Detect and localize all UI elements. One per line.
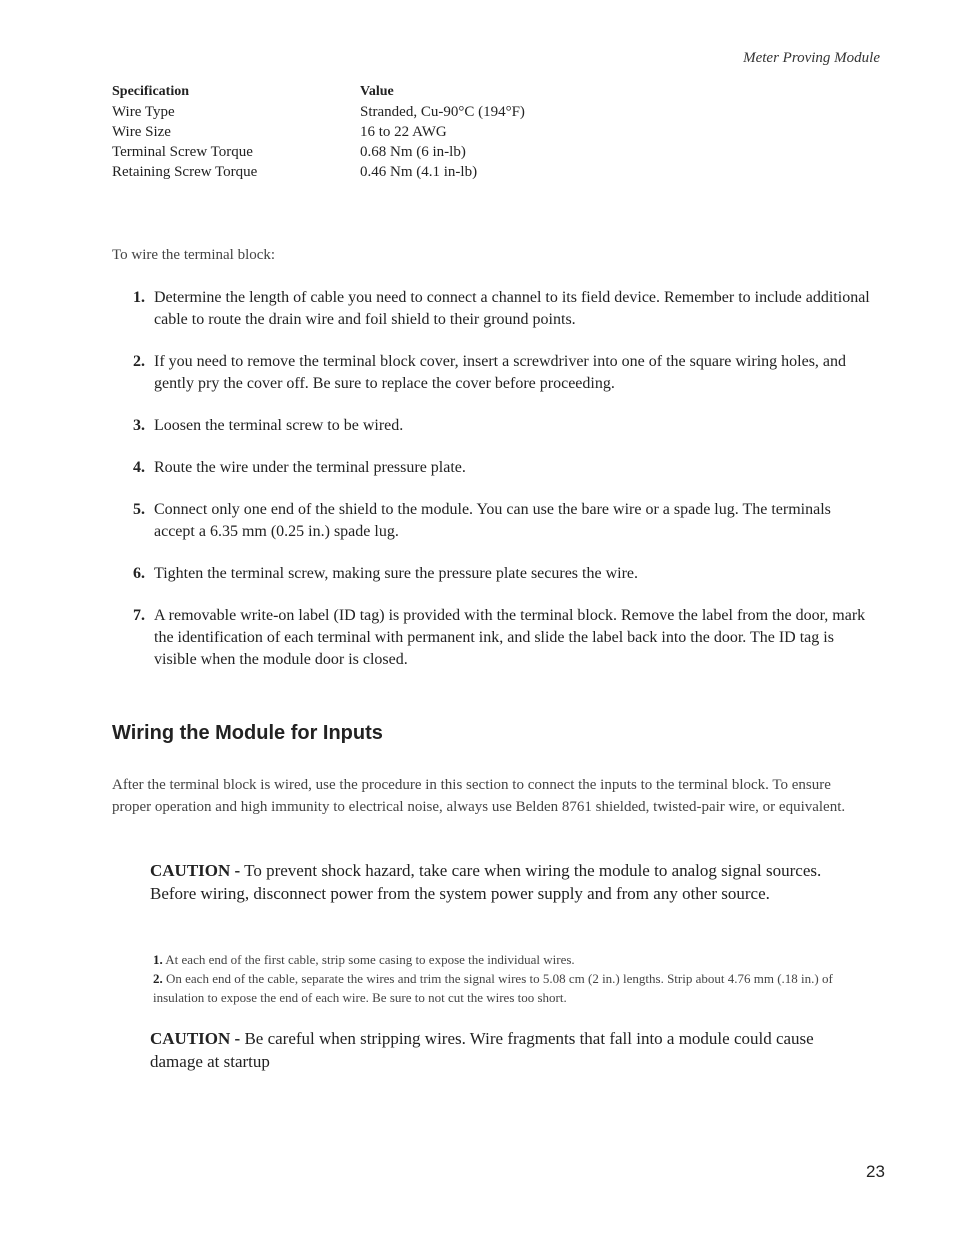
step-number: 6. — [133, 565, 145, 582]
list-item — [112, 351, 872, 395]
specification-table — [112, 82, 525, 182]
step-number: 2. — [153, 971, 163, 986]
column-header-specification: Specification — [112, 84, 189, 99]
step-text: Connect only one end of the shield to the module. You can use the bare wire or a spade lug. The terminals accept a 6.35 mm (0.25 in.) spade lug. — [154, 501, 831, 540]
step-number: 3. — [133, 417, 145, 434]
caution-label: CAUTION - — [150, 1029, 241, 1048]
caution-note — [150, 1027, 850, 1073]
step-text: Determine the length of cable you need to connect a channel to its field device. Remember to include additional cable to route the drain wire and foil shield to their ground points. — [154, 289, 870, 328]
table-row — [112, 162, 525, 182]
caution-text: To prevent shock hazard, take care when wiring the module to analog signal sources. Before wiring, disconnect power from the system power supply and from any other source. — [150, 861, 822, 903]
table-row — [112, 142, 525, 162]
spec-value-cell: 0.68 Nm (6 in-lb) — [360, 144, 466, 160]
spec-value-cell: Stranded, Cu-90°C (194°F) — [360, 104, 525, 120]
spec-name-cell: Terminal Screw Torque — [112, 144, 253, 160]
step-text: At each end of the first cable, strip some casing to expose the individual wires. — [162, 952, 575, 967]
step-number: 1. — [153, 952, 163, 967]
spec-name-cell: Wire Type — [112, 104, 175, 120]
page-number: 23 — [866, 1162, 885, 1181]
list-item — [112, 287, 872, 331]
caution-note — [150, 859, 850, 905]
step-text: Loosen the terminal screw to be wired. — [154, 417, 404, 434]
spec-name-cell: Retaining Screw Torque — [112, 164, 258, 180]
step-text: On each end of the cable, separate the wires and trim the signal wires to 5.08 cm (2 in.) lengths. Strip about 4.76 mm (.18 in.) of insulation to expose the end of each wire. Be sure to not cut the wires too short. — [153, 971, 833, 1005]
section-paragraph: After the terminal block is wired, use the procedure in this section to connect the inputs to the terminal block. To ensure proper operation and high immunity to electrical noise, always use Belden 8761 shielded, twisted-pair wire, or equivalent. — [112, 777, 846, 815]
step-number: 5. — [133, 501, 145, 518]
table-row — [112, 122, 525, 142]
intro-text: To wire the terminal block: — [112, 247, 276, 263]
list-item — [112, 605, 872, 671]
step-text: Tighten the terminal screw, making sure the pressure plate secures the wire. — [154, 565, 638, 582]
column-header-value: Value — [360, 84, 394, 99]
list-item — [153, 950, 853, 969]
step-number: 2. — [133, 353, 145, 370]
step-text: If you need to remove the terminal block cover, insert a screwdriver into one of the square wiring holes, and gently pry the cover off. Be sure to replace the cover before proceeding. — [154, 353, 847, 392]
running-header: Meter Proving Module — [743, 50, 880, 66]
table-row — [112, 102, 525, 122]
caution-text: Be careful when stripping wires. Wire fragments that fall into a module could cause damage at startup — [150, 1029, 814, 1071]
section-heading: Wiring the Module for Inputs — [112, 722, 383, 744]
stripping-steps — [153, 950, 853, 1007]
step-number: 4. — [133, 459, 145, 476]
step-number: 1. — [133, 289, 145, 306]
step-text: Route the wire under the terminal pressure plate. — [154, 459, 466, 476]
list-item — [112, 457, 872, 479]
list-item — [153, 969, 853, 1007]
spec-value-cell: 16 to 22 AWG — [360, 124, 447, 140]
step-text: A removable write-on label (ID tag) is provided with the terminal block. Remove the label from the door, mark the identification of each terminal with permanent ink, and slide the label back into the door. The ID tag is visible when the module door is closed. — [154, 607, 866, 668]
spec-name-cell: Wire Size — [112, 124, 171, 140]
table-header-row — [112, 82, 525, 102]
list-item — [112, 499, 872, 543]
caution-label: CAUTION - — [150, 861, 241, 880]
list-item — [112, 563, 872, 585]
list-item — [112, 415, 872, 437]
wiring-steps-list — [112, 287, 872, 691]
spec-value-cell: 0.46 Nm (4.1 in-lb) — [360, 164, 478, 180]
step-number: 7. — [133, 607, 145, 624]
